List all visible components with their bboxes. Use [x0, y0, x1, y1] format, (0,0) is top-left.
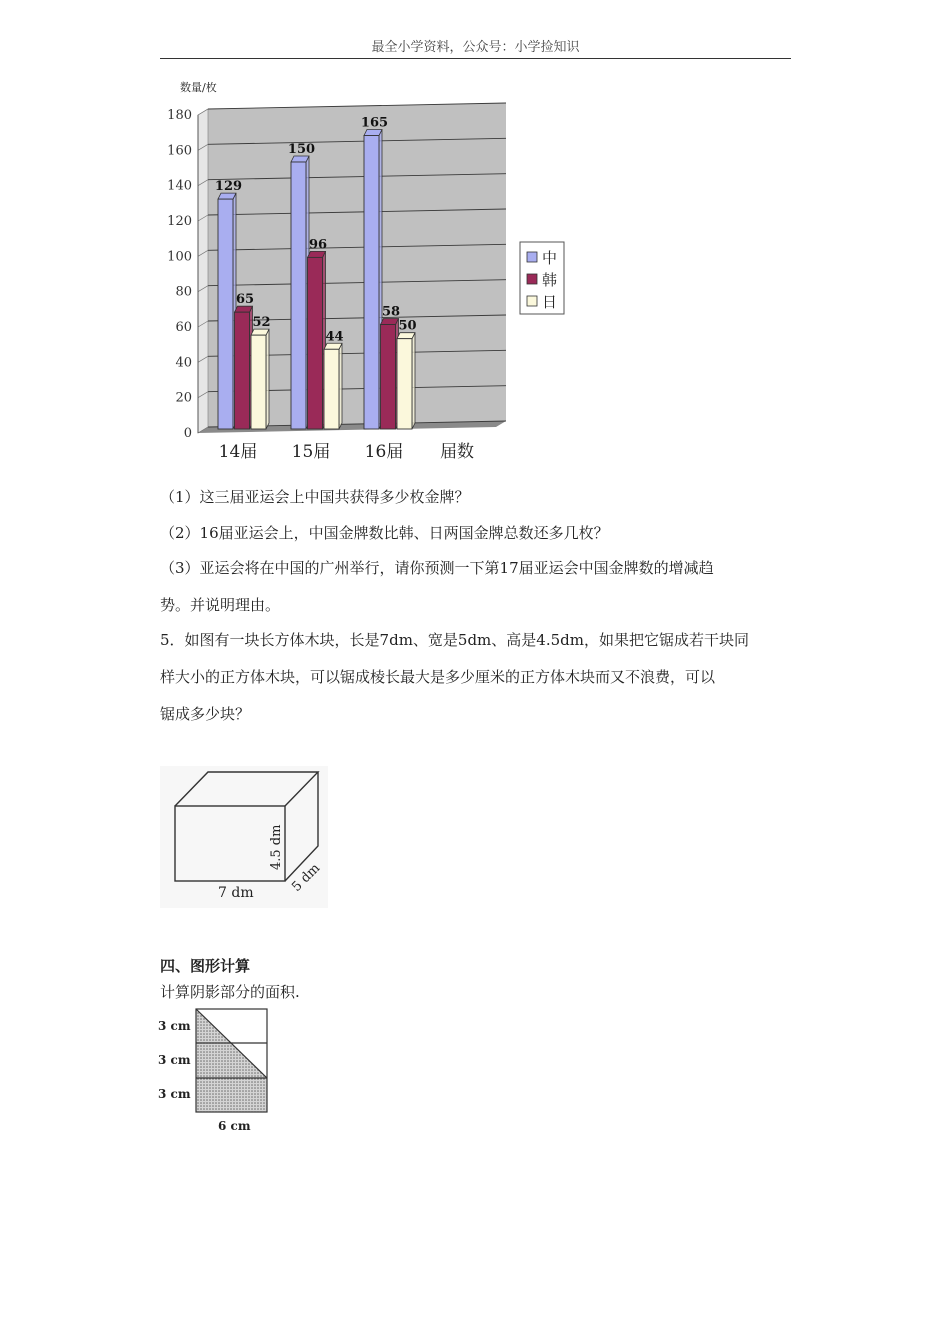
bar-value-label: 52	[252, 315, 271, 331]
bar-value-label: 44	[325, 329, 344, 345]
cuboid-length-label: 7 dm	[218, 885, 254, 901]
bar-value-label: 96	[308, 237, 328, 253]
question-3-line2: 势。并说明理由。	[160, 596, 281, 614]
bar-value-label: 50	[398, 318, 417, 334]
side-label-middle: 3 cm	[158, 1053, 191, 1067]
y-tick-label: 120	[167, 214, 192, 229]
medal-bar-chart	[160, 72, 600, 472]
y-tick-label: 20	[175, 390, 192, 406]
cuboid-height-label: 4.5 dm	[269, 824, 284, 870]
x-axis-title: 届数	[440, 442, 474, 462]
y-tick-label: 160	[167, 143, 192, 159]
y-axis-title: 数量/枚	[180, 81, 217, 94]
bar	[291, 162, 306, 429]
bar-side	[339, 343, 342, 429]
section-4-instruction: 计算阴影部分的面积.	[160, 983, 300, 1001]
side-label-top: 3 cm	[158, 1019, 191, 1033]
bar-value-label: 65	[235, 292, 255, 308]
bottom-label: 6 cm	[218, 1119, 251, 1133]
bar-value-label: 58	[381, 304, 401, 320]
question-1: （1）这三届亚运会上中国共获得多少枚金牌？	[160, 488, 470, 506]
problem-5-line3: 锯成多少块？	[160, 705, 251, 723]
legend-label: 日	[542, 293, 558, 311]
bar	[308, 257, 323, 429]
legend-label: 韩	[542, 271, 558, 289]
y-tick-label: 60	[175, 320, 192, 335]
bar-value-label: 150	[287, 142, 316, 157]
bar	[251, 335, 266, 429]
x-category-label: 16届	[364, 442, 404, 462]
legend-swatch	[527, 296, 537, 306]
side-label-bottom: 3 cm	[158, 1087, 191, 1101]
bar-value-label: 129	[214, 179, 243, 195]
plot-left-wall	[198, 109, 208, 433]
legend-label: 中	[542, 249, 558, 267]
bar	[324, 349, 339, 429]
bar-value-label: 165	[360, 115, 389, 131]
legend-swatch	[527, 274, 537, 284]
bar	[381, 325, 396, 429]
cuboid-width-label: 5 dm	[289, 860, 324, 895]
chart-legend	[520, 242, 564, 314]
section-4-title: 四、图形计算	[160, 957, 251, 975]
shaded-region	[196, 1009, 267, 1112]
legend-swatch	[527, 252, 537, 262]
bar	[397, 339, 412, 429]
y-tick-label: 100	[167, 249, 192, 265]
bar	[364, 136, 379, 430]
shaded-area-figure	[158, 1006, 278, 1136]
y-tick-label: 140	[167, 178, 192, 194]
problem-5-line1: 5．如图有一块长方体木块，长是7dm、宽是5dm、高是4.5dm，如果把它锯成若干块同	[160, 631, 749, 649]
question-2: （2）16届亚运会上，中国金牌数比韩、日两国金牌总数还多几枚？	[160, 524, 609, 542]
y-tick-label: 40	[175, 355, 192, 371]
bar-side	[412, 333, 415, 429]
question-3-line1: （3）亚运会将在中国的广州举行，请你预测一下第17届亚运会中国金牌数的增减趋	[160, 559, 714, 577]
y-tick-label: 180	[167, 108, 192, 123]
problem-5-line2: 样大小的正方体木块，可以锯成棱长最大是多少厘米的正方体木块而又不浪费，可以	[160, 668, 716, 686]
bar	[218, 199, 233, 429]
bar	[235, 312, 250, 429]
y-tick-label: 0	[183, 426, 192, 441]
x-category-label: 15届	[291, 442, 331, 462]
cuboid-figure	[160, 766, 328, 908]
y-tick-label: 80	[175, 284, 192, 300]
x-category-label: 14届	[218, 442, 258, 462]
page-header: 最全小学资料，公众号：小学捡知识	[160, 40, 791, 59]
bar-side	[266, 329, 269, 429]
